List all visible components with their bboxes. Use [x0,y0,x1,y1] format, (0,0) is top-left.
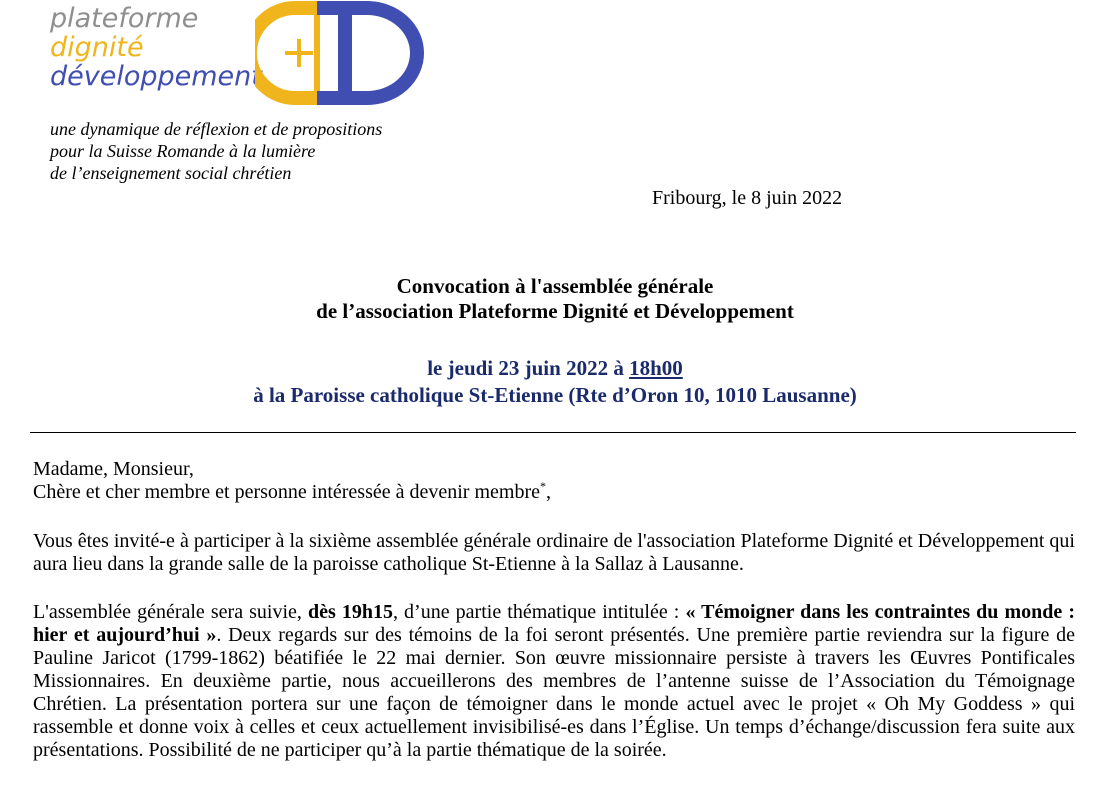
greeting-line-2-text: Chère et cher membre et personne intéressée à devenir membre [33,481,540,503]
logo-word-developpement: développement [50,61,262,92]
greeting [33,458,1075,504]
paragraph-thematic [33,601,1075,762]
horizontal-divider [30,432,1076,433]
meeting-location: à la Paroisse catholique St-Etienne (Rte d’Oron 10, 1010 Lausanne) [253,383,857,407]
logo-word-dignite: dignité [50,32,144,63]
logo-word-plateforme: plateforme [50,3,199,34]
thematic-start-time: dès 19h15 [308,601,393,623]
meeting-time: 18h00 [629,356,683,380]
date-line: Fribourg, le 8 juin 2022 [652,187,843,209]
document-title-line-2: de l’association Plateforme Dignité et Développement [316,299,794,323]
tagline-line-3: de l’enseignement social chrétien [50,163,292,183]
meeting-date [0,354,1110,382]
document-title-line-1: Convocation à l'assemblée générale [396,274,714,298]
logo-plus-d-icon [255,0,435,110]
greeting-line-2 [33,481,1075,504]
greeting-line-2-end: , [545,481,551,503]
thematic-title: « Témoigner dans les contraintes du monde : hier et aujourd’hui » [33,601,1076,646]
paragraph-thematic-part-2: , d’une partie thématique intitulée : [392,601,686,623]
paragraph-thematic-part-3: . Deux regards sur des témoins de la foi seront présentés. Une première partie reviendra sur la figure de Pauline Jaricot (1799-1862) béatifiée le 22 mai dernier. Son œuvre missionnaire persiste à travers les Œuvres Pontificales Missionnaires. En deuxième partie, nous accueillerons des membres de l’antenne suisse de l’Association du Témoignage Chrétien. La présentation portera sur une façon de témoigner dans le monde actuel avec le projet « Oh My Goddess » qui rassemble et donne voix à celles et ceux actuellement invisibilisé-es dans l’Église. Un temps d’échange/discussion fera suite aux présentations. Possibilité de ne participer qu’à la partie thématique de la soirée. [33,624,1075,761]
paragraph-thematic-part-1: L'assemblée générale sera suivie, [33,601,308,623]
logo-tagline [50,118,382,184]
meeting-date-text: le jeudi 23 juin 2022 à [427,356,630,380]
greeting-line-1: Madame, Monsieur, [33,458,194,480]
logo-wordmark [50,4,262,91]
footnote-asterisk: * [539,479,546,493]
organization-logo [0,0,460,190]
tagline-line-1: une dynamique de réflexion et de propositions [50,119,383,139]
paragraph-invitation: Vous êtes invité-e à participer à la sixième assemblée générale ordinaire de l'association Plateforme Dignité et Développement qui aura lieu dans la grande salle de la paroisse catholique St-Etienne à la Sallaz à Lausanne. [33,530,1075,575]
tagline-line-2: pour la Suisse Romande à la lumière [50,141,316,161]
